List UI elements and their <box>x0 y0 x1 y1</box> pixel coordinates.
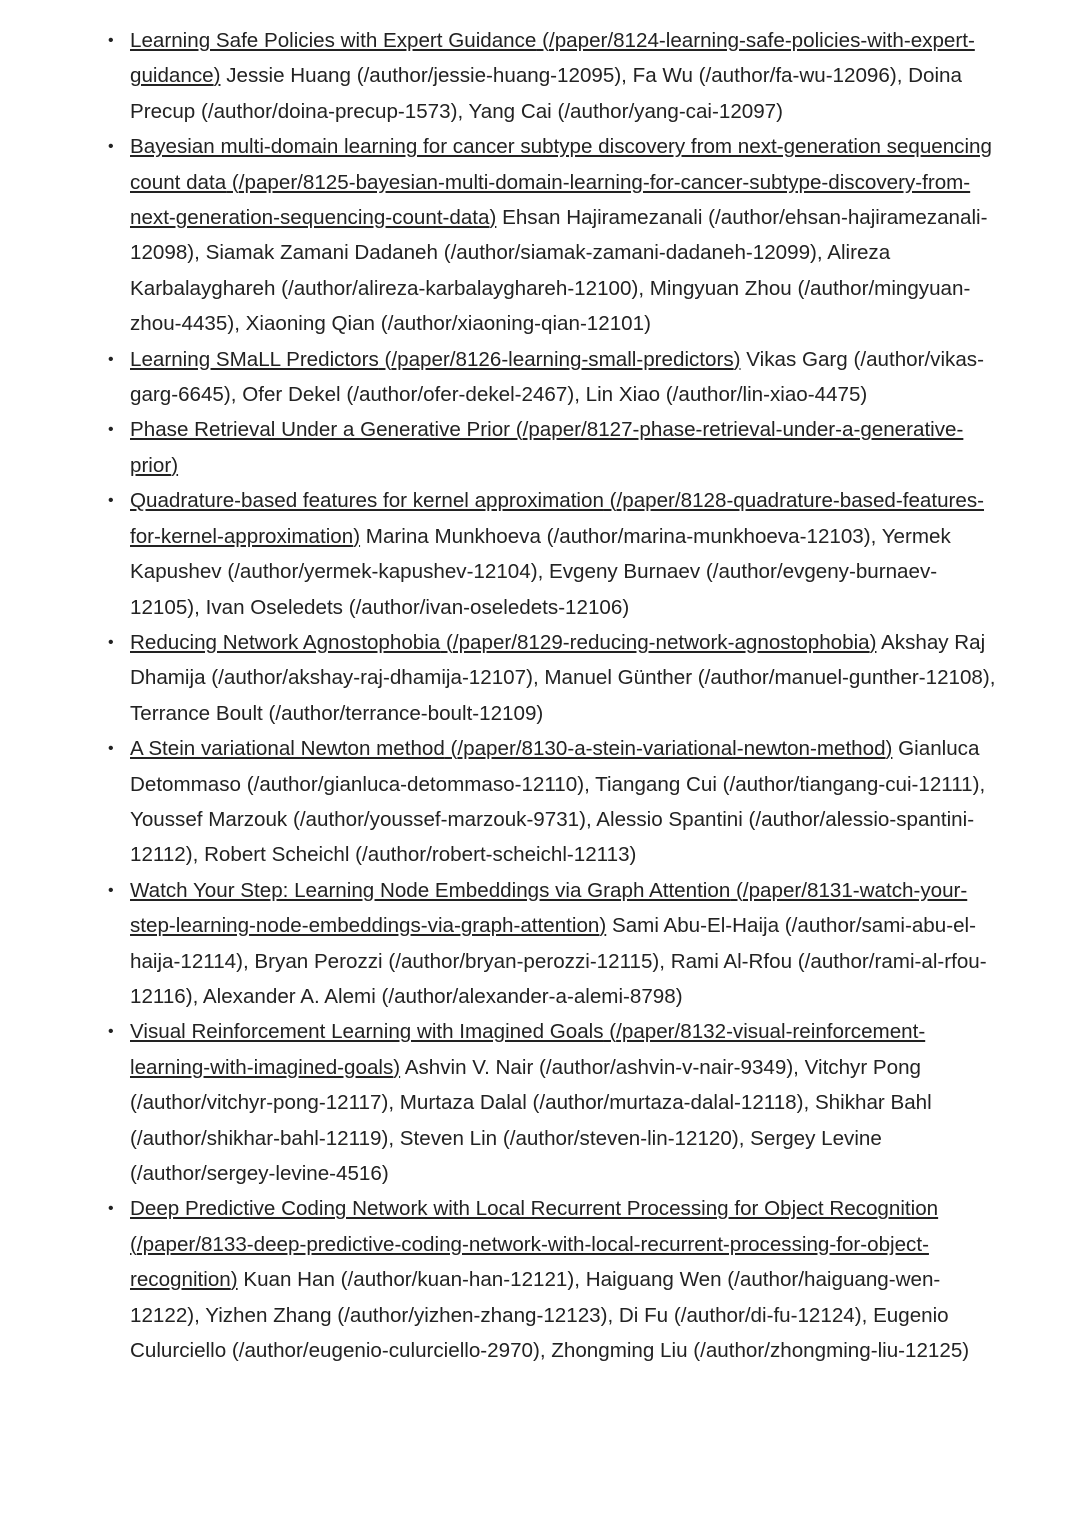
author-url: /author/alexander-a-alemi-8798 <box>388 984 676 1008</box>
bullet-icon: • <box>108 138 114 156</box>
author-entry: Eugenio Culurciello (/author/eugenio-culurciello-2970) <box>130 1303 949 1363</box>
author-entry: Tiangang Cui (/author/tiangang-cui-12111) <box>595 772 980 796</box>
author-entry: Vikas Garg (/author/vikas-garg-6645) <box>130 347 984 407</box>
paper-title: Reducing Network Agnostophobia <box>130 630 441 654</box>
author-entry: Ehsan Hajiramezanali (/author/ehsan-hajiramezanali-12098) <box>130 206 988 265</box>
author-name: Vitchyr Pong <box>804 1055 922 1079</box>
author-name: Jessie Huang <box>226 64 351 88</box>
author-url: /author/xiaoning-qian-12101 <box>387 312 645 336</box>
author-name: Ashvin V. Nair <box>404 1055 534 1079</box>
author-name: Yermek Kapushev <box>130 524 951 584</box>
paper-link[interactable]: Bayesian multi-domain learning for cancer subtype discovery from next-generation sequencing count data (/paper/8125-bayesian-multi-domain-learning-for-cancer-subtype-discovery-from-next-generation-sequencing-count-data) <box>130 135 992 230</box>
author-entry: Evgeny Burnaev (/author/evgeny-burnaev-12105) <box>130 560 938 619</box>
author-url: /author/mingyuan-zhou-4435 <box>130 276 971 336</box>
author-name: Akshay Raj Dhamija <box>130 630 986 690</box>
author-name: Siamak Zamani Dadaneh <box>205 241 438 265</box>
author-url: /author/alireza-karbalayghareh-12100 <box>288 276 632 300</box>
author-entry: Steven Lin (/author/steven-lin-12120) <box>399 1126 739 1150</box>
paper-list-item: • Visual Reinforcement Learning with Imagined Goals (/paper/8132-visual-reinforcement-learning-with-imagined-goals) Ashvin V. Nair (/author/ashvin-v-nair-9349), Vitchyr Pong (/author/vitchyr-pong-12117), Murtaza Dalal (/author/murtaza-dalal-12118), Shikhar Bahl (/author/shikhar-bahl-12119), Steven Lin (/author/steven-lin-12120), Sergey Levine (/author/sergey-levine-4516) <box>130 1014 1002 1191</box>
author-url: /author/akshay-raj-dhamija-12107 <box>218 666 527 690</box>
paper-url: /paper/8129-reducing-network-agnostophobia <box>452 630 870 654</box>
author-name: Ivan Oseledets <box>205 595 343 619</box>
author-entry: Robert Scheichl (/author/robert-scheichl-12113) <box>204 843 637 867</box>
author-entry: Doina Precup (/author/doina-precup-1573) <box>130 64 962 123</box>
author-entry: Alessio Spantini (/author/alessio-spantini-12112) <box>130 807 975 867</box>
author-entry: Gianluca Detommaso (/author/gianluca-detommaso-12110) <box>130 737 980 796</box>
paper-list-item: • A Stein variational Newton method (/paper/8130-a-stein-variational-newton-method) Gianluca Detommaso (/author/gianluca-detommaso-12110), Tiangang Cui (/author/tiangang-cui-12111), Youssef Marzouk (/author/youssef-marzouk-9731), Alessio Spantini (/author/alessio-spantini-12112), Robert Scheichl (/author/robert-scheichl-12113) <box>130 731 1002 873</box>
author-entry: Yang Cai (/author/yang-cai-12097) <box>468 99 783 123</box>
author-url: /author/kuan-han-12121 <box>347 1268 568 1292</box>
author-name: Eugenio Culurciello <box>130 1303 949 1363</box>
author-url: /author/siamak-zamani-dadaneh-12099 <box>450 241 811 265</box>
author-entry: Kuan Han (/author/kuan-han-12121) <box>243 1268 575 1292</box>
author-name: Alireza Karbalayghareh <box>130 241 891 300</box>
author-name: Ofer Dekel <box>242 383 341 407</box>
author-name: Mingyuan Zhou <box>649 276 792 300</box>
author-name: Rami Al-Rfou <box>670 949 793 973</box>
author-name: Fa Wu <box>632 64 693 88</box>
author-name: Vikas Garg <box>746 347 848 371</box>
author-entry: Ashvin V. Nair (/author/ashvin-v-nair-9349) <box>404 1055 794 1079</box>
author-entry: Xiaoning Qian (/author/xiaoning-qian-12101) <box>245 312 651 336</box>
author-name: Yizhen Zhang <box>205 1303 332 1327</box>
author-entry: Murtaza Dalal (/author/murtaza-dalal-12118) <box>399 1091 804 1115</box>
paper-url: /paper/8125-bayesian-multi-domain-learning-for-cancer-subtype-discovery-from-next-generation-sequencing-count-data <box>130 170 971 230</box>
author-name: Ehsan Hajiramezanali <box>502 206 703 230</box>
author-entry: Alexander A. Alemi (/author/alexander-a-alemi-8798) <box>202 984 683 1008</box>
author-entry: Siamak Zamani Dadaneh (/author/siamak-zamani-dadaneh-12099) <box>205 241 817 265</box>
paper-url: /paper/8133-deep-predictive-coding-network-with-local-recurrent-processing-for-object-recognition <box>130 1232 929 1292</box>
author-url: /author/gianluca-detommaso-12110 <box>253 772 578 796</box>
author-url: /author/robert-scheichl-12113 <box>362 843 630 867</box>
author-name: Yang Cai <box>468 99 552 123</box>
author-url: /author/tiangang-cui-12111 <box>729 772 973 796</box>
author-entry: Sergey Levine (/author/sergey-levine-4516) <box>130 1126 882 1185</box>
paper-list-item: • Reducing Network Agnostophobia (/paper/8129-reducing-network-agnostophobia) Akshay Raj Dhamija (/author/akshay-raj-dhamija-12107), Manuel Günther (/author/manuel-gunther-12108), Terrance Boult (/author/terrance-boult-12109) <box>130 625 1002 731</box>
author-name: Evgeny Burnaev <box>549 560 701 584</box>
paper-list-item: • Learning Safe Policies with Expert Guidance (/paper/8124-learning-safe-policies-with-expert-guidance) Jessie Huang (/author/jessie-huang-12095), Fa Wu (/author/fa-wu-12096), Doina Precup (/author/doina-precup-1573), Yang Cai (/author/yang-cai-12097) <box>130 23 1002 129</box>
author-url: /author/alessio-spantini-12112 <box>130 807 975 867</box>
author-entry: Alireza Karbalayghareh (/author/alireza-karbalayghareh-12100) <box>130 241 891 300</box>
paper-title: Phase Retrieval Under a Generative Prior <box>130 418 511 442</box>
author-url: /author/shikhar-bahl-12119 <box>136 1126 382 1150</box>
author-entry: Haiguang Wen (/author/haiguang-wen-12122) <box>130 1268 941 1327</box>
paper-list-item: • Deep Predictive Coding Network with Local Recurrent Processing for Object Recognition (/paper/8133-deep-predictive-coding-network-with-local-recurrent-processing-for-object-recognition) Kuan Han (/author/kuan-han-12121), Haiguang Wen (/author/haiguang-wen-12122), Yizhen Zhang (/author/yizhen-zhang-12123), Di Fu (/author/di-fu-12124), Eugenio Culurciello (/author/eugenio-culurciello-2970), Zhongming Liu (/author/zhongming-liu-12125) <box>130 1191 1002 1368</box>
author-entry: Vitchyr Pong (/author/vitchyr-pong-12117) <box>130 1055 922 1115</box>
paper-title: Deep Predictive Coding Network with Local Recurrent Processing for Object Recognition <box>130 1197 939 1221</box>
author-url: /author/steven-lin-12120 <box>509 1126 732 1150</box>
author-url: /author/ofer-dekel-2467 <box>353 383 568 407</box>
paper-title: Learning Safe Policies with Expert Guidance <box>130 29 537 52</box>
author-url: /author/fa-wu-12096 <box>705 64 890 88</box>
author-name: Bryan Perozzi <box>254 949 383 973</box>
author-name: Zhongming Liu <box>551 1339 688 1363</box>
paper-url: /paper/8124-learning-safe-policies-with-expert-guidance <box>130 29 975 88</box>
author-url: /author/bryan-perozzi-12115 <box>395 949 653 973</box>
author-url: /author/vikas-garg-6645 <box>130 347 984 407</box>
author-url: /author/yang-cai-12097 <box>564 99 777 123</box>
paper-list-item: • Learning SMaLL Predictors (/paper/8126-learning-small-predictors) Vikas Garg (/author/vikas-garg-6645), Ofer Dekel (/author/ofer-dekel-2467), Lin Xiao (/author/lin-xiao-4475) <box>130 342 1002 413</box>
author-name: Shikhar Bahl <box>814 1091 932 1115</box>
author-url: /author/jessie-huang-12095 <box>363 64 615 88</box>
paper-title: Quadrature-based features for kernel approximation <box>130 489 604 513</box>
bullet-icon: • <box>108 881 114 899</box>
author-entry: Di Fu (/author/di-fu-12124) <box>618 1303 862 1327</box>
paper-url: /paper/8131-watch-your-step-learning-node-embeddings-via-graph-attention <box>130 878 968 938</box>
author-url: /author/rami-al-rfou-12116 <box>130 949 987 1008</box>
paper-url: /paper/8128-quadrature-based-features-for-kernel-approximation <box>130 489 985 548</box>
paper-link[interactable]: Quadrature-based features for kernel approximation (/paper/8128-quadrature-based-features-for-kernel-approximation) <box>130 489 985 548</box>
author-name: Alessio Spantini <box>596 807 743 831</box>
author-url: /author/yermek-kapushev-12104 <box>234 560 531 584</box>
author-name: Murtaza Dalal <box>399 1091 527 1115</box>
author-url: /author/ashvin-v-nair-9349 <box>545 1055 787 1079</box>
paper-link[interactable]: Deep Predictive Coding Network with Local Recurrent Processing for Object Recognition (/paper/8133-deep-predictive-coding-network-with-local-recurrent-processing-for-object-recognition) <box>130 1197 939 1292</box>
author-url: /author/lin-xiao-4475 <box>672 383 861 407</box>
paper-link[interactable]: Reducing Network Agnostophobia (/paper/8129-reducing-network-agnostophobia) <box>130 630 877 654</box>
bullet-icon: • <box>108 350 114 368</box>
author-entry: Ivan Oseledets (/author/ivan-oseledets-12106) <box>205 595 630 619</box>
author-url: /author/terrance-boult-12109 <box>275 701 537 725</box>
bullet-icon: • <box>108 1200 114 1218</box>
author-entry: Bryan Perozzi (/author/bryan-perozzi-12115) <box>254 949 660 973</box>
author-url: /author/doina-precup-1573 <box>207 99 451 123</box>
author-name: Doina Precup <box>130 64 962 123</box>
author-name: Robert Scheichl <box>204 843 350 867</box>
bullet-icon: • <box>108 1023 114 1041</box>
paper-title: Learning SMaLL Predictors <box>130 347 379 371</box>
bullet-icon: • <box>108 633 114 651</box>
author-name: Haiguang Wen <box>585 1268 722 1292</box>
author-entry: Lin Xiao (/author/lin-xiao-4475) <box>585 383 868 407</box>
bullet-icon: • <box>108 740 114 758</box>
paper-title: Visual Reinforcement Learning with Imagined Goals <box>130 1020 604 1044</box>
author-url: /author/vitchyr-pong-12117 <box>136 1091 382 1115</box>
paper-title: Bayesian multi-domain learning for cancer subtype discovery from next-generation sequencing count data <box>130 135 992 194</box>
author-url: /author/haiguang-wen-12122 <box>130 1268 941 1327</box>
author-name: Alexander A. Alemi <box>202 984 376 1008</box>
author-url: /author/marina-munkhoeva-12103 <box>553 524 864 548</box>
author-name: Kuan Han <box>243 1268 335 1292</box>
author-name: Terrance Boult <box>130 701 263 725</box>
author-url: /author/di-fu-12124 <box>680 1303 855 1327</box>
author-url: /author/murtaza-dalal-12118 <box>539 1091 797 1115</box>
author-entry: Yermek Kapushev (/author/yermek-kapushev-12104) <box>130 524 951 584</box>
author-url: /author/yizhen-zhang-12123 <box>344 1303 601 1327</box>
paper-link[interactable]: Visual Reinforcement Learning with Imagined Goals (/paper/8132-visual-reinforcement-learning-with-imagined-goals) <box>130 1020 926 1079</box>
bullet-icon: • <box>108 492 114 510</box>
paper-list-item: • Quadrature-based features for kernel approximation (/paper/8128-quadrature-based-features-for-kernel-approximation) Marina Munkhoeva (/author/marina-munkhoeva-12103), Yermek Kapushev (/author/yermek-kapushev-12104), Evgeny Burnaev (/author/evgeny-burnaev-12105), Ivan Oseledets (/author/ivan-oseledets-12106) <box>130 483 1002 625</box>
author-entry: Sami Abu-El-Haija (/author/sami-abu-el-haija-12114) <box>130 914 976 973</box>
author-url: /author/manuel-gunther-12108 <box>704 666 983 690</box>
paper-link[interactable]: Learning SMaLL Predictors (/paper/8126-learning-small-predictors) <box>130 347 741 371</box>
author-url: /author/evgeny-burnaev-12105 <box>130 560 938 619</box>
author-entry: Ofer Dekel (/author/ofer-dekel-2467) <box>242 383 575 407</box>
author-name: Youssef Marzouk <box>130 807 288 831</box>
author-url: /author/ehsan-hajiramezanali-12098 <box>130 206 988 265</box>
author-url: /author/eugenio-culurciello-2970 <box>238 1339 533 1363</box>
author-name: Sami Abu-El-Haija <box>611 914 780 938</box>
author-url: /author/ivan-oseledets-12106 <box>355 595 623 619</box>
bullet-icon: • <box>108 32 114 49</box>
author-entry: Manuel Günther (/author/manuel-gunther-12108) <box>544 666 990 690</box>
author-name: Gianluca Detommaso <box>130 737 980 796</box>
author-entry: Marina Munkhoeva (/author/marina-munkhoeva-12103) <box>365 524 871 548</box>
bullet-icon: • <box>108 421 114 439</box>
author-name: Tiangang Cui <box>595 772 717 796</box>
author-name: Marina Munkhoeva <box>365 524 541 548</box>
author-name: Steven Lin <box>399 1126 498 1150</box>
author-entry: Fa Wu (/author/fa-wu-12096) <box>632 64 897 88</box>
paper-link[interactable]: Watch Your Step: Learning Node Embeddings via Graph Attention (/paper/8131-watch-your-step-learning-node-embeddings-via-graph-attention) <box>130 878 968 938</box>
paper-url: /paper/8130-a-stein-variational-newton-method <box>457 737 886 761</box>
author-url: /author/youssef-marzouk-9731 <box>299 807 580 831</box>
author-entry: Shikhar Bahl (/author/shikhar-bahl-12119) <box>130 1091 932 1150</box>
paper-link[interactable]: A Stein variational Newton method (/paper/8130-a-stein-variational-newton-method) <box>130 737 893 761</box>
paper-list-item: • Watch Your Step: Learning Node Embeddings via Graph Attention (/paper/8131-watch-your-step-learning-node-embeddings-via-graph-attention) Sami Abu-El-Haija (/author/sami-abu-el-haija-12114), Bryan Perozzi (/author/bryan-perozzi-12115), Rami Al-Rfou (/author/rami-al-rfou-12116), Alexander A. Alemi (/author/alexander-a-alemi-8798) <box>130 873 1002 1015</box>
author-entry: Jessie Huang (/author/jessie-huang-12095) <box>226 64 622 88</box>
author-url: /author/zhongming-liu-12125 <box>700 1339 963 1363</box>
author-name: Xiaoning Qian <box>245 312 376 336</box>
paper-link[interactable]: Learning Safe Policies with Expert Guidance (/paper/8124-learning-safe-policies-with-expert-guidance) <box>130 29 975 88</box>
author-entry: Mingyuan Zhou (/author/mingyuan-zhou-4435) <box>130 276 971 336</box>
paper-url: /paper/8132-visual-reinforcement-learning-with-imagined-goals <box>130 1020 926 1079</box>
paper-title: Watch Your Step: Learning Node Embeddings via Graph Attention <box>130 878 731 902</box>
author-name: Di Fu <box>618 1303 669 1327</box>
author-name: Sergey Levine <box>750 1126 882 1150</box>
author-entry: Youssef Marzouk (/author/youssef-marzouk-9731) <box>130 807 586 831</box>
author-entry: Akshay Raj Dhamija (/author/akshay-raj-dhamija-12107) <box>130 630 986 690</box>
author-entry: Terrance Boult (/author/terrance-boult-12109) <box>130 701 544 725</box>
paper-list-item <box>108 412 1002 483</box>
author-entry: Zhongming Liu (/author/zhongming-liu-12125) <box>551 1339 970 1363</box>
author-entry: Rami Al-Rfou (/author/rami-al-rfou-12116) <box>130 949 987 1008</box>
author-url: /author/sami-abu-el-haija-12114 <box>130 914 976 973</box>
paper-link[interactable]: Phase Retrieval Under a Generative Prior (/paper/8127-phase-retrieval-under-a-generative-prior) <box>130 418 964 477</box>
author-url: /author/sergey-levine-4516 <box>136 1162 382 1185</box>
author-name: Lin Xiao <box>585 383 661 407</box>
author-name: Manuel Günther <box>544 666 693 690</box>
paper-list-item: • Bayesian multi-domain learning for cancer subtype discovery from next-generation sequencing count data (/paper/8125-bayesian-multi-domain-learning-for-cancer-subtype-discovery-from-next-generation-sequencing-count-data) Ehsan Hajiramezanali (/author/ehsan-hajiramezanali-12098), Siamak Zamani Dadaneh (/author/siamak-zamani-dadaneh-12099), Alireza Karbalayghareh (/author/alireza-karbalayghareh-12100), Mingyuan Zhou (/author/mingyuan-zhou-4435), Xiaoning Qian (/author/xiaoning-qian-12101) <box>130 129 1002 341</box>
paper-title: A Stein variational Newton method <box>130 737 445 761</box>
paper-url: /paper/8127-phase-retrieval-under-a-generative-prior <box>130 418 964 477</box>
paper-url: /paper/8126-learning-small-predictors <box>391 347 734 371</box>
author-entry: Yizhen Zhang (/author/yizhen-zhang-12123) <box>205 1303 608 1327</box>
